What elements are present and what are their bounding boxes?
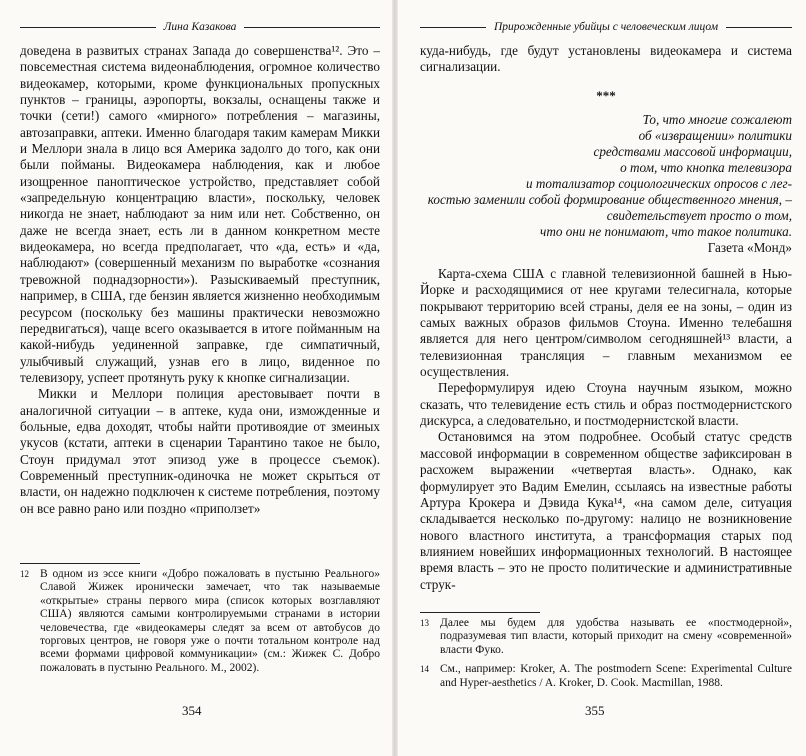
footnote-text: В одном из эссе книги «Добро пожаловать в пустыню Реального» Славой Жижек иронически замечает, что так называемые «открытые» страны первого мира (список которых возглавляют США) являются самыми контролируемыми странами в истории человечества, где «видеокамеры следят за всем от автобусов до торговых центров, не говоря уже о почти тотальном контроле над всеми формами цифровой коммуникации» (см.: Жижек С. Добро пожаловать в пустыню Реального. М., 2002). bbox=[40, 568, 380, 674]
left-body-text bbox=[20, 43, 380, 517]
head-rule bbox=[420, 27, 486, 28]
head-rule bbox=[20, 27, 156, 28]
epigraph-source: Газета «Монд» bbox=[707, 240, 792, 256]
epigraph-line: об «извращении» политики bbox=[638, 128, 792, 144]
head-rule bbox=[244, 27, 380, 28]
footnote bbox=[420, 617, 792, 657]
left-running-head bbox=[20, 21, 380, 33]
epigraph-line: костью заменили собой формирование общественного мнения, – свидетельствует просто о том, bbox=[427, 192, 792, 224]
footnote-text: Далее мы будем для удобства называть ее «постмодерной», подразумевая тип власти, который приходит на смену «современной» власти Фуко. bbox=[440, 617, 792, 656]
right-footnotes bbox=[420, 617, 792, 696]
continuation-paragraph: куда-нибудь, где будут установлены видеокамера и система сигнализации. bbox=[420, 43, 792, 75]
left-page bbox=[0, 0, 392, 756]
left-page-number: 354 bbox=[182, 703, 202, 718]
footnote-number: 14 bbox=[420, 664, 429, 675]
section-separator: *** bbox=[596, 87, 616, 103]
right-page-number: 355 bbox=[585, 703, 605, 718]
footnote bbox=[420, 663, 792, 690]
footnote-number: 13 bbox=[420, 618, 429, 628]
body-paragraph: доведена в развитых странах Запада до совершенства¹². Это – повсеместная система видеонаблюдения, огромное количество видеокамер, которыми, кроме функциональных пропускных пунктов – границы, аэропорты, вокзалы, оснащены также и точки (сети!) самого «мирного» потребления – магазины, автозаправки, аптеки. Именно благодаря таким камерам Микки и Меллори знала в лицо вся Америка задолго до того, как они были пойманы. Видеокамера наблюдения, как и любое изощренное паноптическое устройство, представляет собой «запредельную концентрацию власти», поскольку, человек никогда не знает, наблюдают за ним или нет. Собственно, он даже не всегда знает, есть ли в данном конкретном месте видеокамера, но всегда предполагает, что «да, есть» и «да, наблюдают» (совершенный механизм по выработке «сознания тревожной поднадзорности»). Разыскиваемый преступник, например, в США, где бензин является жизненно необходимым ресурсом (поскольку без машины практически невозможно передвигаться), чаще всего оказывается в итоге пойманным на какой-нибудь уединенной заправке, где симпатичный, улыбчивый служащий, узнав его в лицо, виденное по телевизору, успеет протянуть руку к кнопке сигнализации. bbox=[20, 43, 380, 385]
epigraph-line: средствами массовой информации, bbox=[593, 144, 792, 160]
running-head-title: Прирожденные убийцы с человеческим лицом bbox=[493, 21, 719, 33]
footnote bbox=[20, 568, 380, 675]
footnote-number: 12 bbox=[20, 569, 29, 579]
right-page bbox=[398, 0, 806, 756]
epigraph bbox=[420, 112, 792, 256]
body-paragraph: Карта-схема США с главной телевизионной башней в Нью-Йорке и расходящимися от нее кругами телесигнала, которые покрывают территорию всей страны, деля ее на зоны, – один из самых важных образов фильмов Стоуна. Именно телебашня является для него центром/символом сегодняшней¹³ власти, а телевизионная трансляция – главным механизмом ее осуществления. bbox=[420, 266, 792, 380]
footnote-rule bbox=[20, 563, 140, 564]
epigraph-line: что они не понимают, что такое политика. bbox=[540, 224, 792, 240]
left-footnotes bbox=[20, 568, 380, 681]
epigraph-line: о том, что кнопка телевизора bbox=[620, 160, 792, 176]
body-paragraph: Микки и Меллори полиция арестовывает почти в аналогичной ситуации – в аптеке, куда они, изможденные и больные, едва доходят, чтобы найти противоядие от змеиных укусов (кстати, аптеки в сценарии Тарантино такое не было, Стоун придумал этот эпизод уже в процессе съемок). Современный преступник-одиночка не может скрыться от власти, он надежно подключен к системе потребления, поэтому он все равно рано или поздно «приползет» bbox=[20, 386, 380, 516]
body-paragraph: Остановимся на этом подробнее. Особый статус средств массовой информации в современном обществе зафиксирован в расхожем выражении «четвертая власть». Однако, как формулирует это Вадим Емелин, ссылаясь на известные работы Артура Крокера и Дэвида Кука¹⁴, «на самом деле, ситуация складывается несколько по-другому: налицо не возникновение нового властного института, а трансформация старых под влиянием новейших информационных технологий. В настоящее время власть – это не просто политические и административные струк- bbox=[420, 429, 792, 592]
right-body-text bbox=[420, 43, 792, 593]
head-rule bbox=[726, 27, 792, 28]
footnote-text: См., например: Kroker, A. The postmodern Scene: Experimental Culture and Hyper-aesthetics / A. Kroker, D. Cook. Macmillan, 1988. bbox=[440, 663, 792, 689]
footnote-rule bbox=[420, 612, 540, 613]
body-paragraph: Переформулируя идею Стоуна научным языком, можно сказать, что телевидение есть стиль и образ постмодернистского дискурса, а следовательно, и постмодернистской власти. bbox=[420, 380, 792, 429]
running-head-author: Лина Казакова bbox=[163, 21, 237, 33]
epigraph-line: То, что многие сожалеют bbox=[642, 112, 792, 128]
right-running-head bbox=[420, 21, 792, 33]
epigraph-line: и тотализатор социологических опросов с лег- bbox=[525, 176, 792, 192]
